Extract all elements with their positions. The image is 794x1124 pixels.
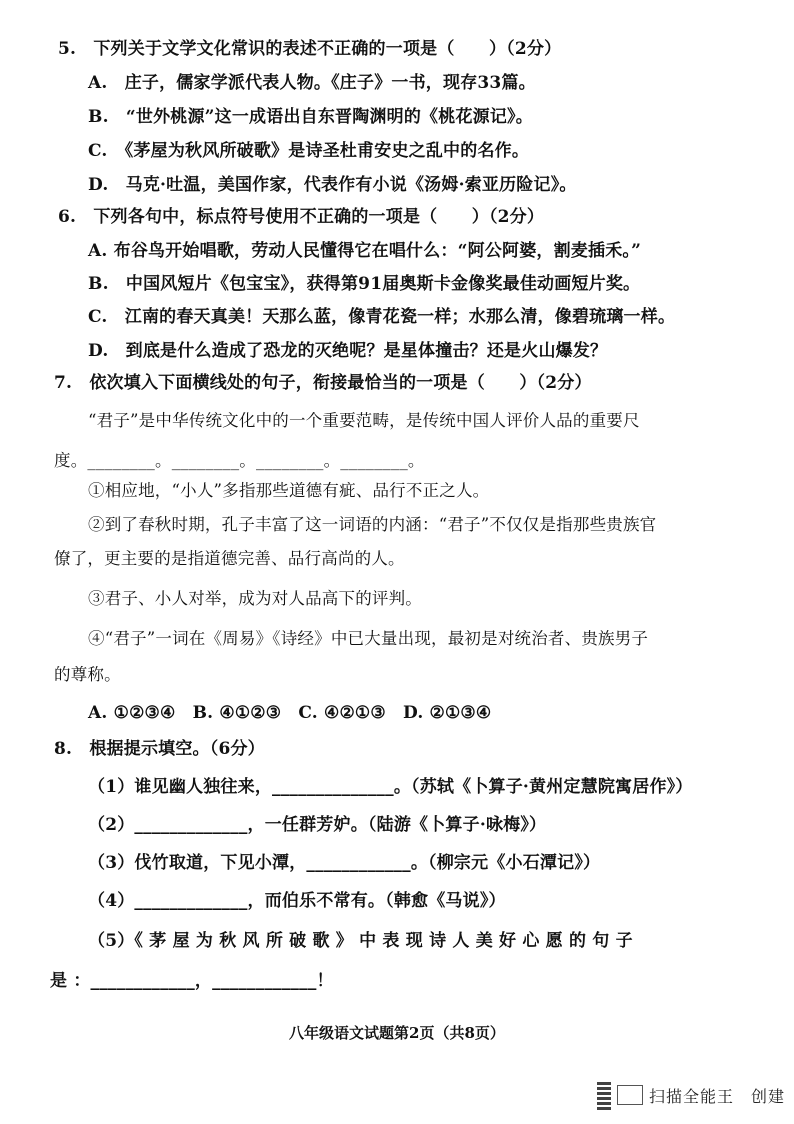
q7-intro-line-2: 度。________。________。________。________。 (54, 451, 425, 470)
q6-option-b: B. 中国风短片《包宝宝》，获得第91届奥斯卡金像奖最佳动画短片奖。 (88, 274, 641, 294)
q8-item-5-line-2: 是 ：____________，____________！ (50, 971, 334, 991)
q6-option-a: A. 布谷鸟开始唱歌，劳动人民懂得它在唱什么：“阿公阿婆，割麦插禾。” (88, 241, 642, 261)
q7-sentence-1: ①相应地，“小人”多指那些道德有疵、品行不正之人。 (88, 481, 490, 500)
q8-item-4: （4）_____________，而伯乐不常有。（韩愈《马说》） (88, 891, 506, 911)
q6-option-d: D. 到底是什么造成了恐龙的灭绝呢？是星体撞击？还是火山爆发？ (88, 341, 608, 361)
page-footer: 八年级语文试题第2页（共8页） (289, 1024, 505, 1042)
q5-option-b: B. “世外桃源”这一成语出自东晋陶渊明的《桃花源记》。 (88, 107, 533, 127)
q8-item-3: （3）伐竹取道，下见小潭，____________。（柳宗元《小石潭记》） (88, 853, 601, 873)
q5-stem: 5. 下列关于文学文化常识的表述不正确的一项是（ ）（2分） (58, 39, 562, 59)
q7-intro-line-1: “君子”是中华传统文化中的一个重要范畴，是传统中国人评价人品的重要尺 (88, 411, 640, 430)
scanner-logo-icon (617, 1085, 643, 1105)
q8-item-1: （1）谁见幽人独往来，______________。（苏轼《卜算子·黄州定慧院寓居作》） (88, 777, 693, 797)
qr-code-icon (597, 1080, 611, 1110)
q7-sentence-2-line-2: 僚了，更主要的是指道德完善、品行高尚的人。 (54, 549, 405, 568)
q6-option-c: C. 江南的春天真美！天那么蓝，像青花瓷一样；水那么清，像碧琉璃一样。 (88, 307, 676, 327)
q5-option-d: D. 马克·吐温，美国作家，代表作有小说《汤姆·索亚历险记》。 (88, 175, 577, 195)
q5-option-a: A. 庄子，儒家学派代表人物。《庄子》一书，现存33篇。 (88, 73, 536, 93)
q7-stem: 7. 依次填入下面横线处的句子，衔接最恰当的一项是（ ）（2分） (54, 373, 592, 393)
q7-sentence-4-line-2: 的尊称。 (54, 665, 121, 684)
q5-option-c: C. 《茅屋为秋风所破歌》是诗圣杜甫安史之乱中的名作。 (88, 141, 530, 161)
q8-item-5-line-1: （5）《 茅 屋 为 秋 风 所 破 歌 》 中 表 现 诗 人 美 好 心 愿 的 句 子 (88, 931, 633, 951)
watermark-text: 扫描全能王 创建 (649, 1086, 786, 1106)
q6-stem: 6. 下列各句中，标点符号使用不正确的一项是（ ）（2分） (58, 207, 545, 227)
q7-sentence-2-line-1: ②到了春秋时期，孔子丰富了这一词语的内涵：“君子”不仅仅是指那些贵族官 (88, 515, 657, 534)
q7-sentence-4-line-1: ④“君子”一词在《周易》《诗经》中已大量出现，最初是对统治者、贵族男子 (88, 629, 649, 648)
q8-item-2: （2）_____________，一任群芳妒。（陆游《卜算子·咏梅》） (88, 815, 547, 835)
q7-options: A. ①②③④ B. ④①②③ C. ④②①③ D. ②①③④ (88, 703, 492, 723)
q8-stem: 8. 根据提示填空。（6分） (54, 739, 265, 759)
q7-sentence-3: ③君子、小人对举，成为对人品高下的评判。 (88, 589, 422, 608)
scanner-watermark (597, 1080, 785, 1110)
